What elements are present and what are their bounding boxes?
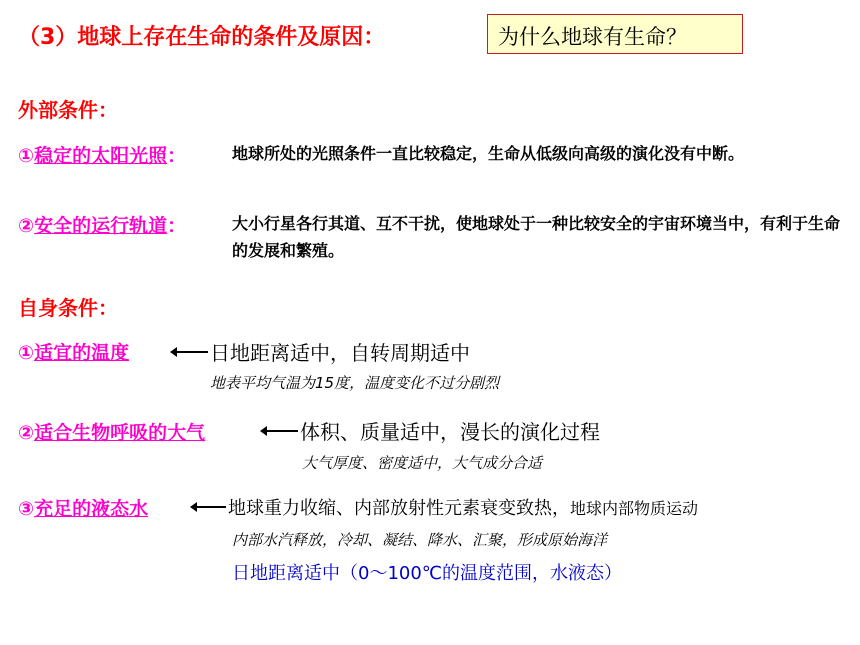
internal-item-3-blue-note: 日地距离适中（0～100℃的温度范围，水液态） bbox=[232, 563, 623, 584]
external-item-2-desc: 大小行星各行其道、互不干扰，使地球处于一种比较安全的宇宙环境当中，有利于生命的发展和繁殖。 bbox=[232, 214, 841, 260]
reason-small-text: 地球内部物质运动 bbox=[570, 498, 699, 518]
label-colon: ： bbox=[167, 145, 187, 167]
external-item-1-label bbox=[18, 141, 186, 168]
reason-text: 体积、质量适中，漫长的演化过程 bbox=[300, 420, 600, 444]
left-arrow-icon bbox=[192, 506, 226, 508]
external-item-2-label bbox=[18, 211, 186, 238]
label-text: 充足的液态水 bbox=[34, 498, 149, 520]
reason-text: 地球重力收缩、内部放射性元素衰变致热， bbox=[228, 498, 570, 519]
item-number: ① bbox=[18, 145, 35, 167]
internal-item-1-note: 地表平均气温为15度，温度变化不过分剧烈 bbox=[210, 374, 500, 392]
question-box: 为什么地球有生命？ bbox=[487, 14, 743, 54]
label-text: 安全的运行轨道 bbox=[34, 215, 168, 237]
item-number: ② bbox=[18, 422, 35, 444]
internal-item-2-note: 大气厚度、密度适中，大气成分合适 bbox=[302, 454, 543, 472]
internal-item-3-reason bbox=[192, 494, 698, 520]
item-number: ① bbox=[18, 342, 35, 364]
item-number: ③ bbox=[18, 498, 35, 520]
internal-item-1-label bbox=[18, 338, 129, 365]
internal-item-3-label bbox=[18, 494, 148, 521]
item-number: ② bbox=[18, 215, 35, 237]
internal-item-1-reason bbox=[172, 337, 470, 366]
internal-item-2-label bbox=[18, 418, 205, 445]
label-colon: ： bbox=[167, 215, 187, 237]
left-arrow-icon bbox=[262, 430, 298, 432]
slide-title: （3）地球上存在生命的条件及原因： bbox=[18, 25, 386, 50]
reason-text: 日地距离适中，自转周期适中 bbox=[210, 341, 470, 365]
label-text: 稳定的太阳光照 bbox=[34, 145, 168, 167]
external-item-1-desc: 地球所处的光照条件一直比较稳定，生命从低级向高级的演化没有中断。 bbox=[232, 144, 745, 163]
internal-item-3-note: 内部水汽释放，冷却、凝结、降水、汇聚，形成原始海洋 bbox=[232, 531, 608, 549]
internal-item-2-reason bbox=[262, 416, 600, 445]
left-arrow-icon bbox=[172, 351, 208, 353]
label-text: 适宜的温度 bbox=[34, 342, 130, 364]
label-text: 适合生物呼吸的大气 bbox=[34, 422, 206, 444]
external-heading: 外部条件： bbox=[18, 98, 118, 122]
internal-heading: 自身条件： bbox=[18, 296, 118, 320]
